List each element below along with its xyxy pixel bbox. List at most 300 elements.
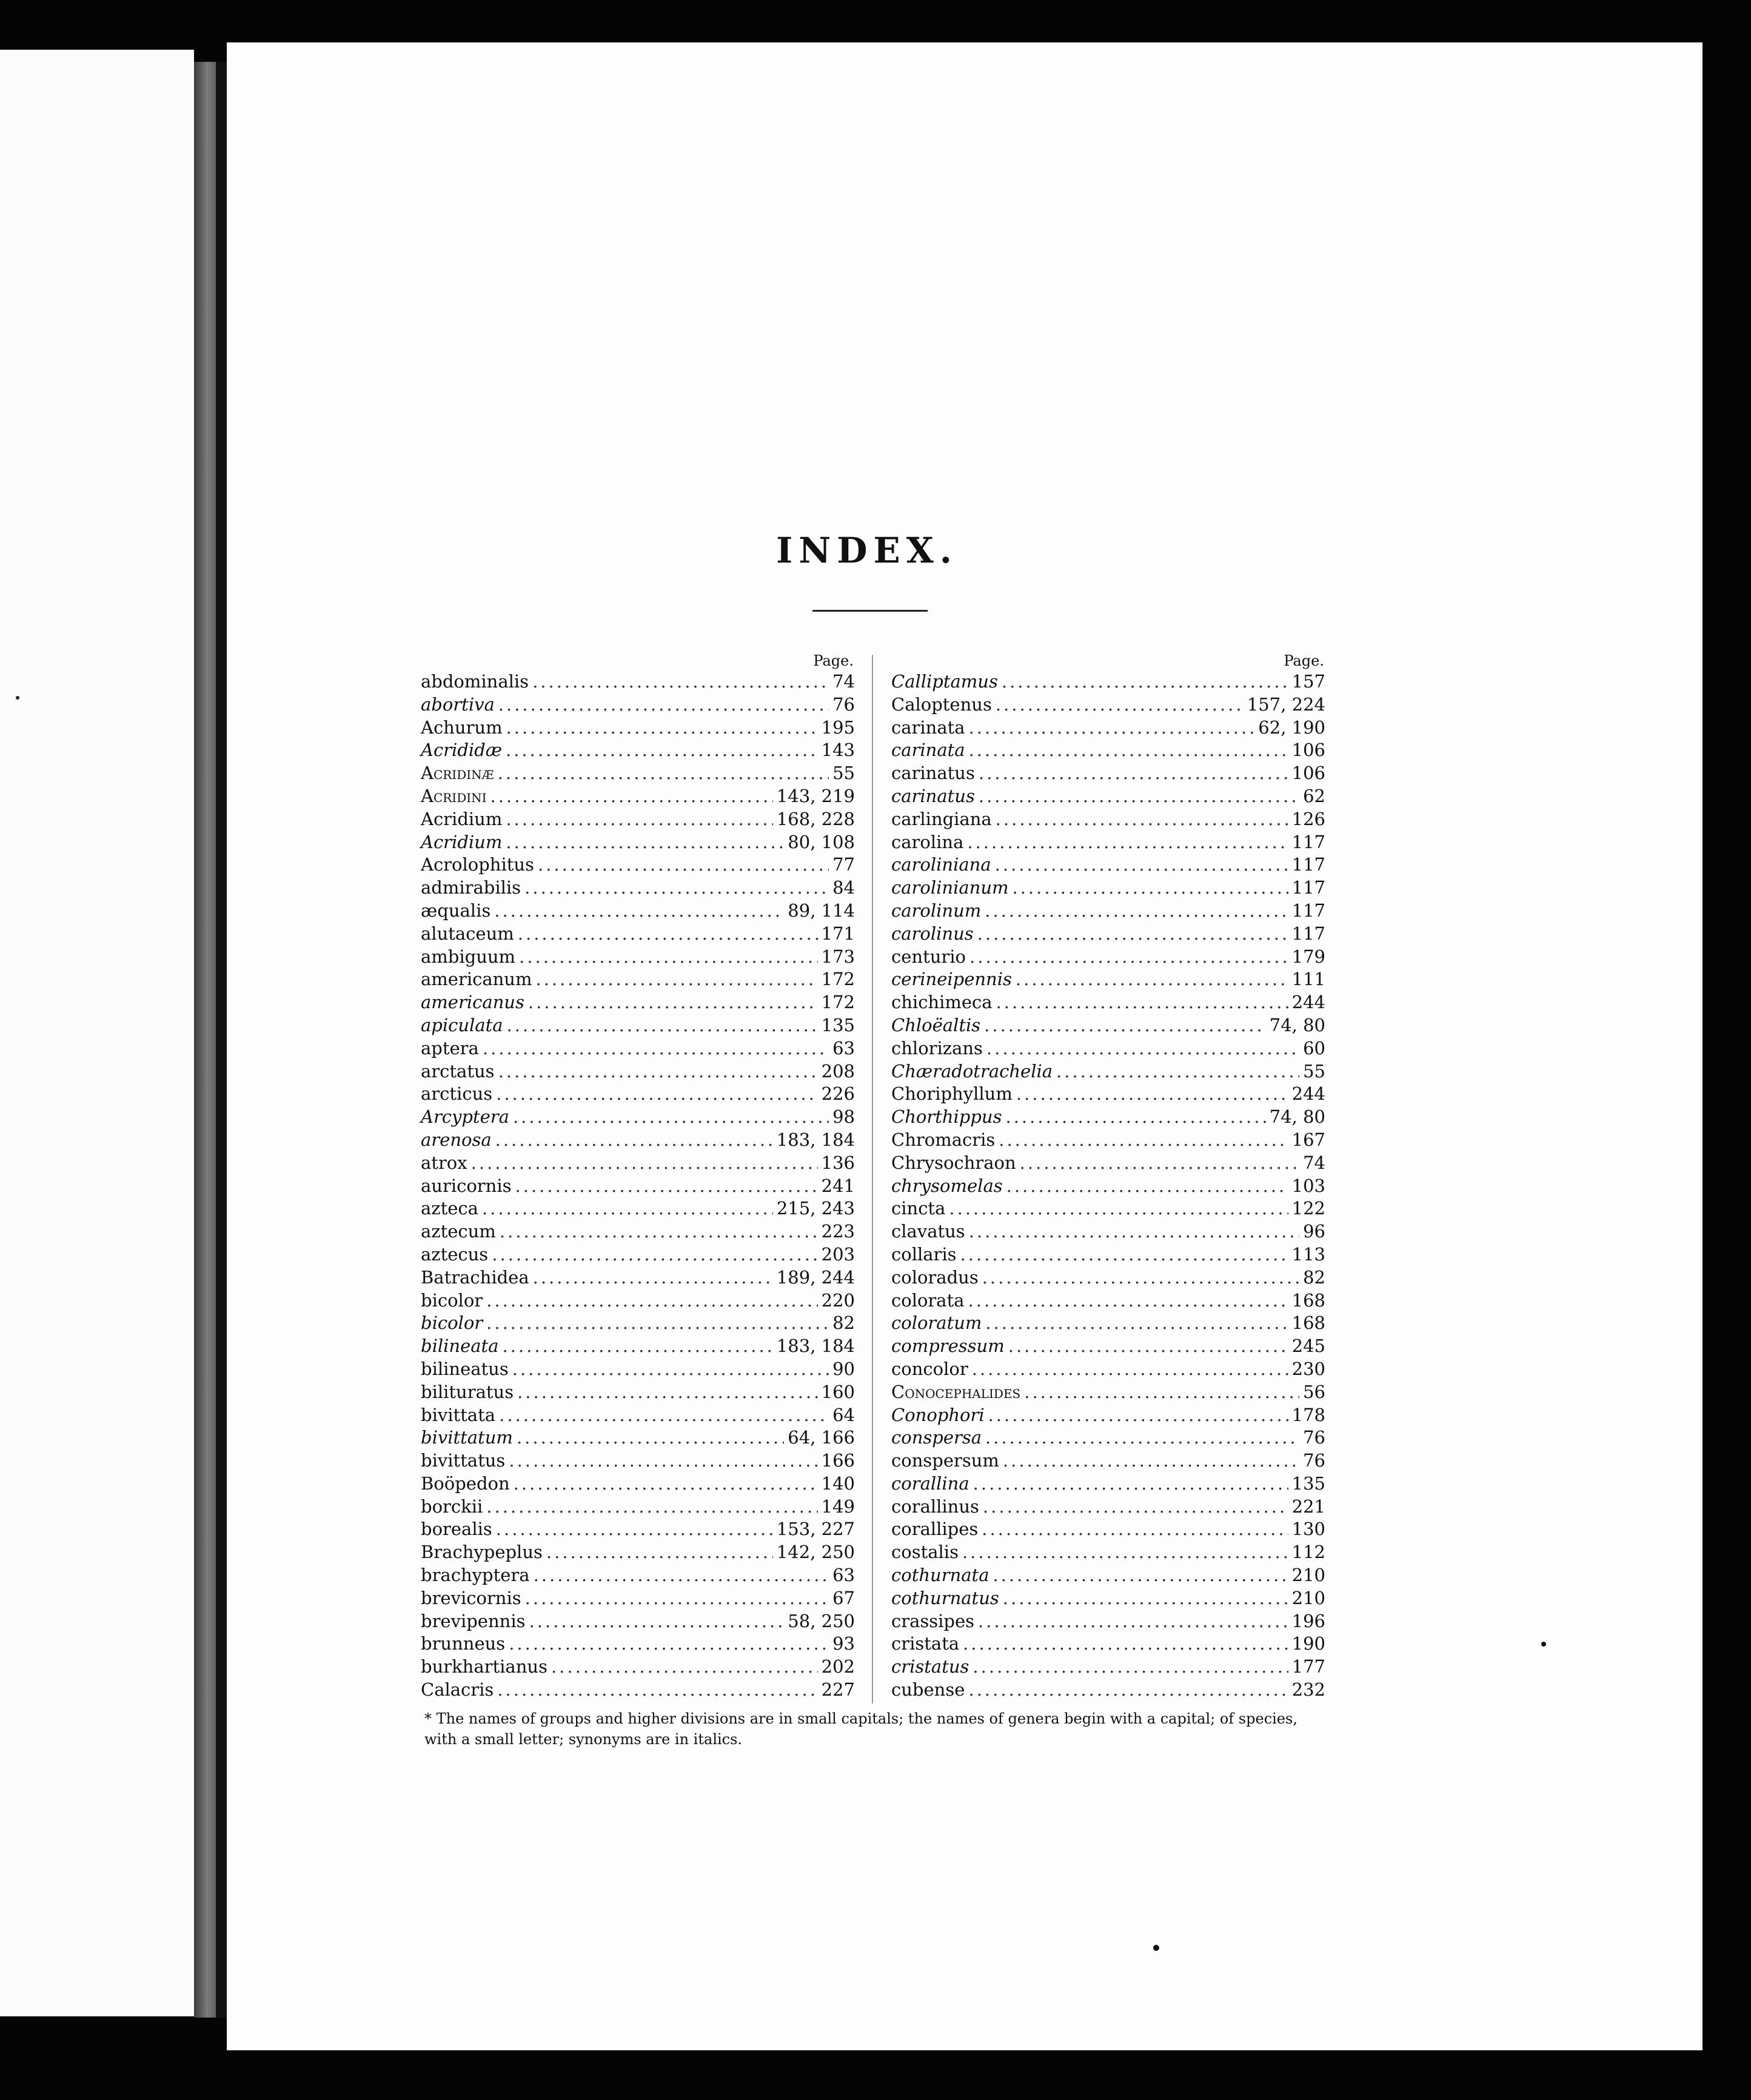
page-numbers: 113 [1291, 1243, 1325, 1265]
leader-dots [979, 762, 1288, 785]
index-term: brachyptera [421, 1565, 530, 1586]
index-term: cristata [891, 1633, 960, 1654]
page-numbers: 58, 250 [788, 1610, 855, 1631]
index-entry [421, 1496, 855, 1519]
leader-dots [496, 1083, 818, 1106]
index-entry [421, 1106, 855, 1129]
column-divider [872, 655, 873, 1704]
page-numbers: 80, 108 [788, 831, 855, 852]
index-entry [891, 1289, 1325, 1312]
index-term: carolinus [891, 923, 974, 944]
index-entry [421, 831, 855, 854]
index-list-left [421, 670, 855, 1702]
leader-dots [533, 1266, 773, 1289]
index-entry [891, 717, 1325, 740]
index-list-right [891, 670, 1325, 1702]
leader-dots [498, 694, 829, 717]
index-entry [421, 991, 855, 1014]
page-numbers: 64, 166 [788, 1427, 855, 1448]
index-term: Chæradotrachelia [891, 1060, 1053, 1082]
page-numbers: 106 [1291, 740, 1325, 761]
index-entry [421, 1473, 855, 1496]
index-entry [891, 1312, 1325, 1335]
index-entry [421, 1014, 855, 1037]
index-entry [421, 1243, 855, 1266]
index-term: crassipes [891, 1610, 975, 1631]
index-term: Brachypeplus [421, 1542, 543, 1563]
index-term: apiculata [421, 1014, 503, 1035]
index-term: abdominalis [421, 671, 529, 692]
leader-dots [518, 923, 818, 946]
leader-dots [949, 1197, 1288, 1220]
index-entry [891, 854, 1325, 877]
page-numbers: 167 [1291, 1129, 1325, 1150]
leader-dots [502, 1335, 772, 1358]
index-entry [421, 923, 855, 946]
leader-dots [532, 670, 829, 694]
index-entry [421, 808, 855, 831]
index-entry [421, 694, 855, 717]
index-entry [891, 1106, 1325, 1129]
index-term: carolinianum [891, 877, 1009, 898]
index-entry [891, 1496, 1325, 1519]
page-numbers: 190 [1291, 1633, 1325, 1654]
leader-dots [513, 1106, 829, 1129]
page-numbers: 84 [832, 877, 855, 898]
index-term: brunneus [421, 1633, 506, 1654]
page-numbers: 117 [1291, 854, 1325, 875]
index-term: arctatus [421, 1060, 495, 1082]
page-numbers: 63 [832, 1565, 855, 1586]
leader-dots [512, 1358, 829, 1381]
leader-dots [515, 1175, 818, 1198]
book-gutter [216, 62, 228, 2018]
index-term: Calacris [421, 1679, 494, 1700]
page-numbers: 241 [821, 1175, 855, 1196]
index-term: collaris [891, 1243, 957, 1265]
index-term: cincta [891, 1198, 946, 1219]
leader-dots [984, 1014, 1266, 1037]
leader-dots [506, 739, 818, 762]
page-numbers: 210 [1291, 1587, 1325, 1608]
index-entry [891, 900, 1325, 923]
leader-dots [993, 1564, 1288, 1587]
page-numbers: 178 [1291, 1404, 1325, 1425]
index-entry [421, 670, 855, 694]
footnote: * The names of groups and higher divisions are in small capitals; the names of genera begin with a capital; of species, with a small letter; synonyms are in italics. [424, 1710, 1297, 1748]
leader-dots [500, 1220, 818, 1243]
leader-dots [1006, 1175, 1288, 1198]
page-numbers: 82 [1303, 1266, 1325, 1288]
index-entry [421, 1404, 855, 1427]
leader-dots [1013, 877, 1288, 900]
leader-dots [995, 854, 1288, 877]
index-term: Acrolophitus [421, 854, 534, 875]
index-entry [891, 1358, 1325, 1381]
leader-dots [507, 1014, 818, 1037]
page-numbers: 168, 228 [776, 808, 855, 829]
page-title: INDEX. [776, 530, 958, 571]
page-numbers: 112 [1291, 1542, 1325, 1563]
leader-dots [517, 1426, 784, 1450]
page-numbers: 67 [832, 1587, 855, 1608]
index-entry [421, 1633, 855, 1656]
page-numbers: 230 [1291, 1358, 1325, 1379]
index-term: abortiva [421, 694, 495, 715]
page-numbers: 232 [1291, 1679, 1325, 1700]
page-numbers: 189, 244 [776, 1266, 855, 1288]
index-term: burkhartianus [421, 1656, 547, 1677]
leader-dots [996, 694, 1244, 717]
index-entry [421, 1426, 855, 1450]
index-entry [421, 877, 855, 900]
index-entry [891, 1633, 1325, 1656]
index-term: Boöpedon [421, 1473, 510, 1494]
page-numbers: 82 [832, 1312, 855, 1334]
leader-dots [551, 1656, 818, 1679]
index-term: bilituratus [421, 1381, 514, 1402]
index-term: ambiguum [421, 946, 516, 967]
page-numbers: 183, 184 [776, 1129, 855, 1150]
index-term: Chloëaltis [891, 1014, 981, 1035]
index-column-left [421, 652, 855, 1702]
leader-dots [963, 1633, 1288, 1656]
index-entry [421, 762, 855, 785]
leader-dots [982, 1518, 1288, 1541]
page-numbers: 202 [821, 1656, 855, 1677]
index-entry [421, 1266, 855, 1289]
leader-dots [985, 900, 1288, 923]
page-numbers: 60 [1303, 1037, 1325, 1058]
leader-dots [1003, 1450, 1299, 1473]
index-term: chichimeca [891, 992, 993, 1013]
leader-dots [509, 1450, 817, 1473]
index-entry [891, 1335, 1325, 1358]
leader-dots [538, 854, 829, 877]
page-numbers: 76 [1303, 1450, 1325, 1471]
index-term: bilineata [421, 1336, 499, 1357]
leader-dots [495, 1129, 773, 1152]
page-numbers: 226 [821, 1083, 855, 1105]
page-numbers: 196 [1291, 1610, 1325, 1631]
index-entry [421, 1587, 855, 1610]
page-numbers: 160 [821, 1381, 855, 1402]
index-term: arcticus [421, 1083, 493, 1105]
leader-dots [525, 1587, 829, 1610]
index-entry [891, 1220, 1325, 1243]
page-numbers: 221 [1291, 1496, 1325, 1517]
index-term: Batrachidea [421, 1266, 529, 1288]
leader-dots [514, 1473, 818, 1496]
page-numbers: 143, 219 [776, 785, 855, 806]
leader-dots [486, 1496, 817, 1519]
page-numbers: 244 [1291, 1083, 1325, 1105]
index-entry [421, 1564, 855, 1587]
leader-dots [979, 785, 1299, 808]
index-term: cubense [891, 1679, 965, 1700]
index-entry [421, 1060, 855, 1083]
page-column-header: Page. [1284, 652, 1324, 669]
index-entry [891, 1014, 1325, 1037]
leader-dots [482, 1197, 773, 1220]
index-entry [891, 1564, 1325, 1587]
index-term: bivittatum [421, 1427, 513, 1448]
index-entry [891, 1060, 1325, 1083]
index-entry [891, 1541, 1325, 1564]
index-term: carlingiana [891, 808, 992, 829]
index-entry [891, 1587, 1325, 1610]
index-term: Chrysochraon [891, 1152, 1016, 1173]
leader-dots [969, 717, 1255, 740]
index-term: Acridium [421, 831, 503, 852]
index-term: bicolor [421, 1289, 483, 1311]
leader-dots [969, 946, 1288, 969]
index-entry [891, 1679, 1325, 1702]
page-numbers: 63 [832, 1037, 855, 1058]
leader-dots [528, 991, 818, 1014]
page-numbers: 210 [1291, 1565, 1325, 1586]
index-entry [421, 1335, 855, 1358]
index-term: aptera [421, 1037, 479, 1058]
index-term: atrox [421, 1152, 467, 1173]
leader-dots [1020, 1152, 1299, 1175]
index-entry [891, 1243, 1325, 1266]
index-term: concolor [891, 1358, 968, 1379]
index-term: Chorthippus [891, 1106, 1002, 1128]
index-term: carinatus [891, 785, 975, 806]
leader-dots [506, 831, 784, 854]
index-entry [891, 1610, 1325, 1633]
leader-dots [517, 1381, 818, 1404]
index-entry [891, 785, 1325, 808]
page-numbers: 76 [832, 694, 855, 715]
index-term: Acridinæ [421, 763, 494, 784]
index-entry [891, 923, 1325, 946]
page-numbers: 227 [821, 1679, 855, 1700]
ink-speck [16, 696, 19, 700]
leader-dots [506, 808, 773, 831]
leader-dots [962, 1541, 1288, 1564]
page-numbers: 89, 114 [788, 900, 855, 921]
leader-dots [494, 900, 784, 923]
index-term: Choriphyllum [891, 1083, 1013, 1105]
leader-dots [985, 1426, 1299, 1450]
page-numbers: 55 [832, 763, 855, 784]
index-term: auricornis [421, 1175, 512, 1196]
page-numbers: 157, 224 [1247, 694, 1325, 715]
page-numbers: 74, 80 [1269, 1106, 1325, 1128]
index-term: borckii [421, 1496, 483, 1517]
page-numbers: 126 [1291, 808, 1325, 829]
leader-dots [529, 1610, 785, 1633]
leader-dots [535, 968, 817, 991]
page-numbers: 179 [1291, 946, 1325, 967]
index-entry [421, 854, 855, 877]
index-term: conspersa [891, 1427, 982, 1448]
index-term: americanus [421, 992, 524, 1013]
leader-dots [1002, 670, 1288, 694]
leader-dots [486, 1312, 829, 1335]
page-numbers: 76 [1303, 1427, 1325, 1448]
leader-dots [978, 1610, 1288, 1633]
index-entry [891, 694, 1325, 717]
leader-dots [1016, 1083, 1288, 1106]
leader-dots [1008, 1335, 1288, 1358]
index-entry [421, 1381, 855, 1404]
index-entry [421, 968, 855, 991]
page-numbers: 98 [832, 1106, 855, 1128]
leader-dots [534, 1564, 829, 1587]
leader-dots [496, 1518, 773, 1541]
index-term: americanum [421, 969, 532, 990]
leader-dots [986, 1037, 1299, 1060]
leader-dots [1016, 968, 1288, 991]
leader-dots [967, 831, 1288, 854]
index-entry [421, 717, 855, 740]
index-entry [891, 1175, 1325, 1198]
leader-dots [498, 762, 829, 785]
page-numbers: 130 [1291, 1519, 1325, 1540]
page-numbers: 62, 190 [1258, 717, 1325, 738]
title-rule [812, 610, 928, 612]
index-term: chrysomelas [891, 1175, 1003, 1196]
index-entry [891, 991, 1325, 1014]
page-numbers: 220 [821, 1289, 855, 1311]
page-numbers: 135 [821, 1014, 855, 1035]
index-term: borealis [421, 1519, 492, 1540]
index-entry [421, 1358, 855, 1381]
page-numbers: 140 [821, 1473, 855, 1494]
index-entry [891, 1656, 1325, 1679]
index-entry [891, 808, 1325, 831]
leader-dots [972, 1358, 1288, 1381]
page-numbers: 208 [821, 1060, 855, 1082]
page-numbers: 74 [832, 671, 855, 692]
page-numbers: 136 [821, 1152, 855, 1173]
leader-dots [985, 1312, 1288, 1335]
page-numbers: 56 [1303, 1381, 1325, 1402]
leader-dots [1005, 1106, 1265, 1129]
page-numbers: 173 [821, 946, 855, 967]
index-term: aztecus [421, 1243, 489, 1265]
page-numbers: 117 [1291, 923, 1325, 944]
index-entry [421, 1037, 855, 1060]
index-term: costalis [891, 1542, 959, 1563]
index-term: aztecum [421, 1221, 496, 1242]
index-entry [891, 1404, 1325, 1427]
index-term: Caloptenus [891, 694, 992, 715]
ink-speck [1541, 1642, 1546, 1647]
index-term: carinata [891, 717, 965, 738]
page-numbers: 55 [1303, 1060, 1325, 1082]
index-entry [421, 1175, 855, 1198]
index-term: carinatus [891, 763, 975, 784]
index-entry [891, 1426, 1325, 1450]
index-entry [891, 762, 1325, 785]
index-entry [891, 968, 1325, 991]
page-numbers: 195 [821, 717, 855, 738]
page-numbers: 74, 80 [1269, 1014, 1325, 1035]
leader-dots [509, 1633, 829, 1656]
index-entry [891, 1129, 1325, 1152]
leader-dots [996, 808, 1288, 831]
index-term: Acridium [421, 808, 503, 829]
index-entry [421, 1679, 855, 1702]
index-entry [421, 1152, 855, 1175]
index-term: bilineatus [421, 1358, 509, 1379]
leader-dots [546, 1541, 773, 1564]
page-numbers: 117 [1291, 877, 1325, 898]
leader-dots [996, 991, 1288, 1014]
index-entry [891, 1518, 1325, 1541]
leader-dots [492, 1243, 817, 1266]
leader-dots [483, 1037, 829, 1060]
page-numbers: 244 [1291, 992, 1325, 1013]
page-numbers: 223 [821, 1221, 855, 1242]
page-numbers: 74 [1303, 1152, 1325, 1173]
page-numbers: 143 [821, 740, 855, 761]
index-entry [891, 1473, 1325, 1496]
index-entry [891, 1381, 1325, 1404]
index-term: corallinus [891, 1496, 979, 1517]
index-entry [421, 1541, 855, 1564]
leader-dots [983, 1496, 1288, 1519]
index-term: coloradus [891, 1266, 979, 1288]
index-entry [421, 1610, 855, 1633]
index-term: carinata [891, 740, 965, 761]
index-term: coloratum [891, 1312, 982, 1334]
index-term: Conocephalides [891, 1381, 1021, 1402]
index-entry [421, 1197, 855, 1220]
leader-dots [1056, 1060, 1299, 1083]
page-numbers: 153, 227 [776, 1519, 855, 1540]
page-numbers: 93 [832, 1633, 855, 1654]
leader-dots [969, 739, 1288, 762]
page-numbers: 117 [1291, 900, 1325, 921]
index-term: compressum [891, 1336, 1005, 1357]
index-entry [891, 946, 1325, 969]
page-numbers: 172 [821, 992, 855, 1013]
leader-dots [973, 1473, 1288, 1496]
index-term: admirabilis [421, 877, 521, 898]
index-term: centurio [891, 946, 966, 967]
page-numbers: 149 [821, 1496, 855, 1517]
page-numbers: 64 [832, 1404, 855, 1425]
index-entry [891, 1197, 1325, 1220]
leader-dots [973, 1656, 1288, 1679]
index-term: Acridini [421, 785, 487, 806]
page-numbers: 103 [1291, 1175, 1325, 1196]
index-term: cothurnatus [891, 1587, 999, 1608]
page-numbers: 77 [832, 854, 855, 875]
page-numbers: 62 [1303, 785, 1325, 806]
leader-dots [982, 1266, 1299, 1289]
page-numbers: 106 [1291, 763, 1325, 784]
page-numbers: 177 [1291, 1656, 1325, 1677]
index-term: Achurum [421, 717, 503, 738]
index-term: corallina [891, 1473, 969, 1494]
leader-dots [486, 1289, 818, 1312]
page-numbers: 166 [821, 1450, 855, 1471]
page-numbers: 171 [821, 923, 855, 944]
page-column-header: Page. [813, 652, 854, 669]
leader-dots [999, 1129, 1288, 1152]
index-entry [891, 1450, 1325, 1473]
page-numbers: 168 [1291, 1312, 1325, 1334]
index-entry [421, 1220, 855, 1243]
index-term: colorata [891, 1289, 965, 1311]
ink-speck [1153, 1945, 1159, 1951]
